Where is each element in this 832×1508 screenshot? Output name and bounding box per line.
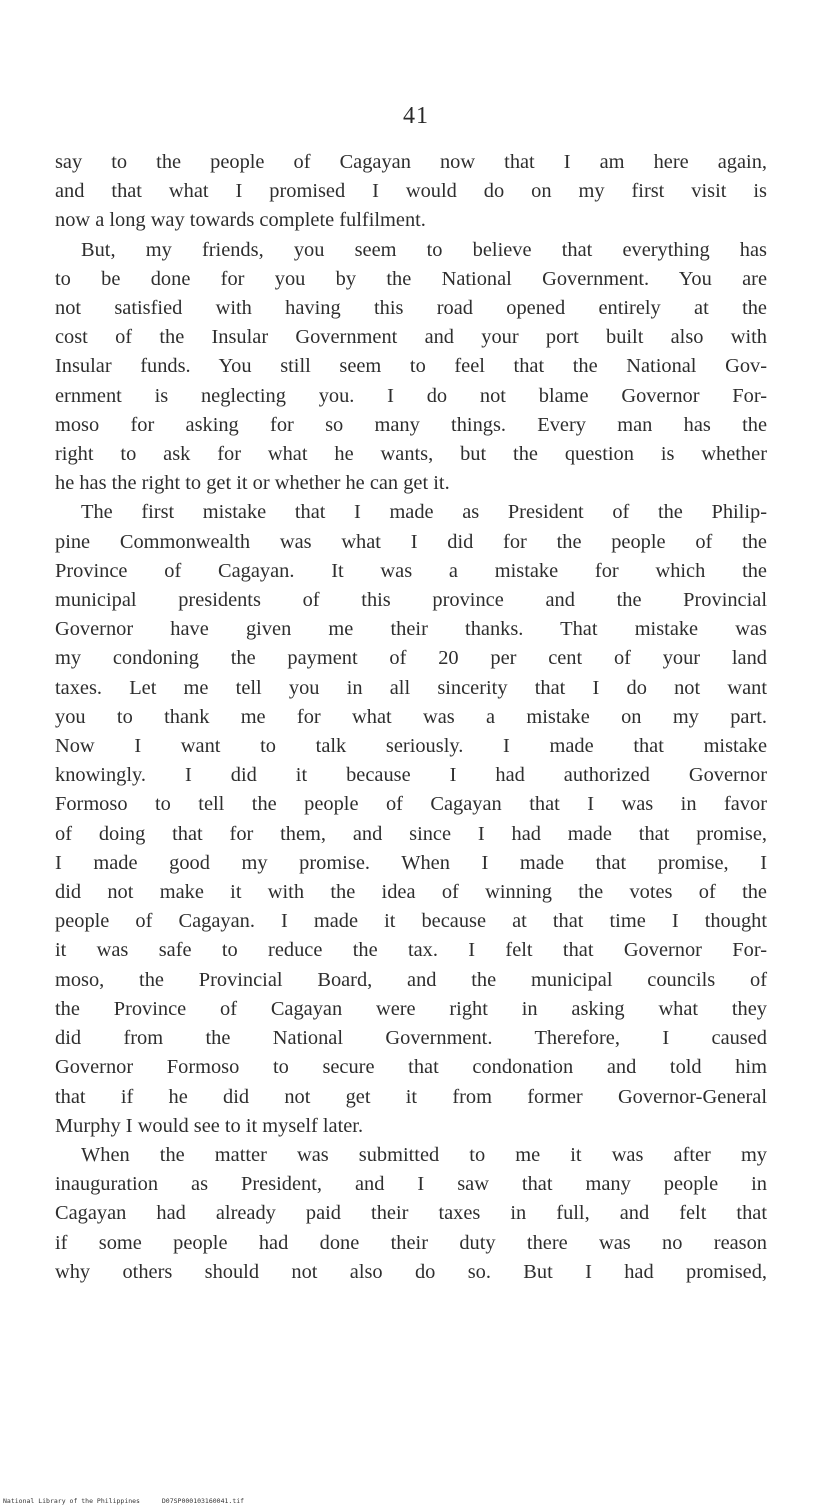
text-line: moso, the Provincial Board, and the municipal councils of — [55, 968, 767, 991]
text-line: why others should not also do so. But I had promised, — [55, 1260, 767, 1283]
text-line: taxes. Let me tell you in all sincerity that I do not want — [55, 676, 767, 699]
text-line: municipal presidents of this province and the Provincial — [55, 589, 767, 612]
text-line: did from the National Government. Therefore, I caused — [55, 1027, 767, 1050]
text-line: that if he did not get it from former Governor-General — [55, 1085, 767, 1108]
text-line: Murphy I would see to it myself later. — [55, 1114, 364, 1137]
text-line: of doing that for them, and since I had made that promise, — [55, 822, 767, 845]
text-line: if some people had done their duty there was no reason — [55, 1231, 767, 1254]
page-number: 41 — [403, 103, 429, 129]
text-line: my condoning the payment of 20 per cent of your land — [55, 647, 767, 670]
text-line: inauguration as President, and I saw that many people in — [55, 1173, 767, 1196]
text-line: Province of Cagayan. It was a mistake for which the — [55, 559, 767, 582]
text-line: he has the right to get it or whether he can get it. — [55, 472, 450, 495]
text-line: Insular funds. You still seem to feel that the National Gov- — [55, 355, 767, 378]
text-line: The first mistake that I made as President of the Philip- — [81, 501, 767, 524]
text-line: When the matter was submitted to me it was after my — [81, 1143, 767, 1166]
text-line: Cagayan had already paid their taxes in full, and felt that — [55, 1202, 767, 1225]
text-line: Now I want to talk seriously. I made that mistake — [55, 735, 767, 758]
text-line: pine Commonwealth was what I did for the people of the — [55, 530, 767, 553]
text-line: Governor have given me their thanks. That mistake was — [55, 618, 767, 641]
footer-library-name: National Library of the Philippines — [3, 1497, 140, 1505]
scan-footer — [3, 1497, 262, 1505]
body-text — [55, 148, 767, 1287]
text-line: it was safe to reduce the tax. I felt that Governor For- — [55, 939, 767, 962]
text-line: cost of the Insular Government and your port built also with — [55, 326, 767, 349]
text-line: say to the people of Cagayan now that I am here again, — [55, 151, 767, 173]
text-line: right to ask for what he wants, but the question is whether — [55, 443, 767, 466]
text-line: did not make it with the idea of winning the votes of the — [55, 881, 767, 904]
text-line: now a long way towards complete fulfilment. — [55, 209, 426, 232]
text-line: to be done for you by the National Government. You are — [55, 267, 767, 290]
text-line: knowingly. I did it because I had authorized Governor — [55, 764, 767, 787]
text-line: the Province of Cagayan were right in asking what they — [55, 997, 767, 1020]
text-line: ernment is neglecting you. I do not blame Governor For- — [55, 384, 767, 407]
text-line: not satisfied with having this road opened entirely at the — [55, 297, 767, 320]
text-line: and that what I promised I would do on my first visit is — [55, 180, 767, 203]
text-line: you to thank me for what was a mistake on my part. — [55, 705, 767, 728]
text-line: Formoso to tell the people of Cagayan that I was in favor — [55, 793, 767, 816]
text-line: But, my friends, you seem to believe that everything has — [81, 238, 767, 261]
text-line: moso for asking for so many things. Every man has the — [55, 413, 767, 436]
text-line: I made good my promise. When I made that promise, I — [55, 851, 767, 874]
text-line: Governor Formoso to secure that condonation and told him — [55, 1056, 767, 1079]
footer-file-id: D07SP000103160041.tif — [161, 1497, 245, 1505]
text-line: people of Cagayan. I made it because at that time I thought — [55, 910, 767, 933]
